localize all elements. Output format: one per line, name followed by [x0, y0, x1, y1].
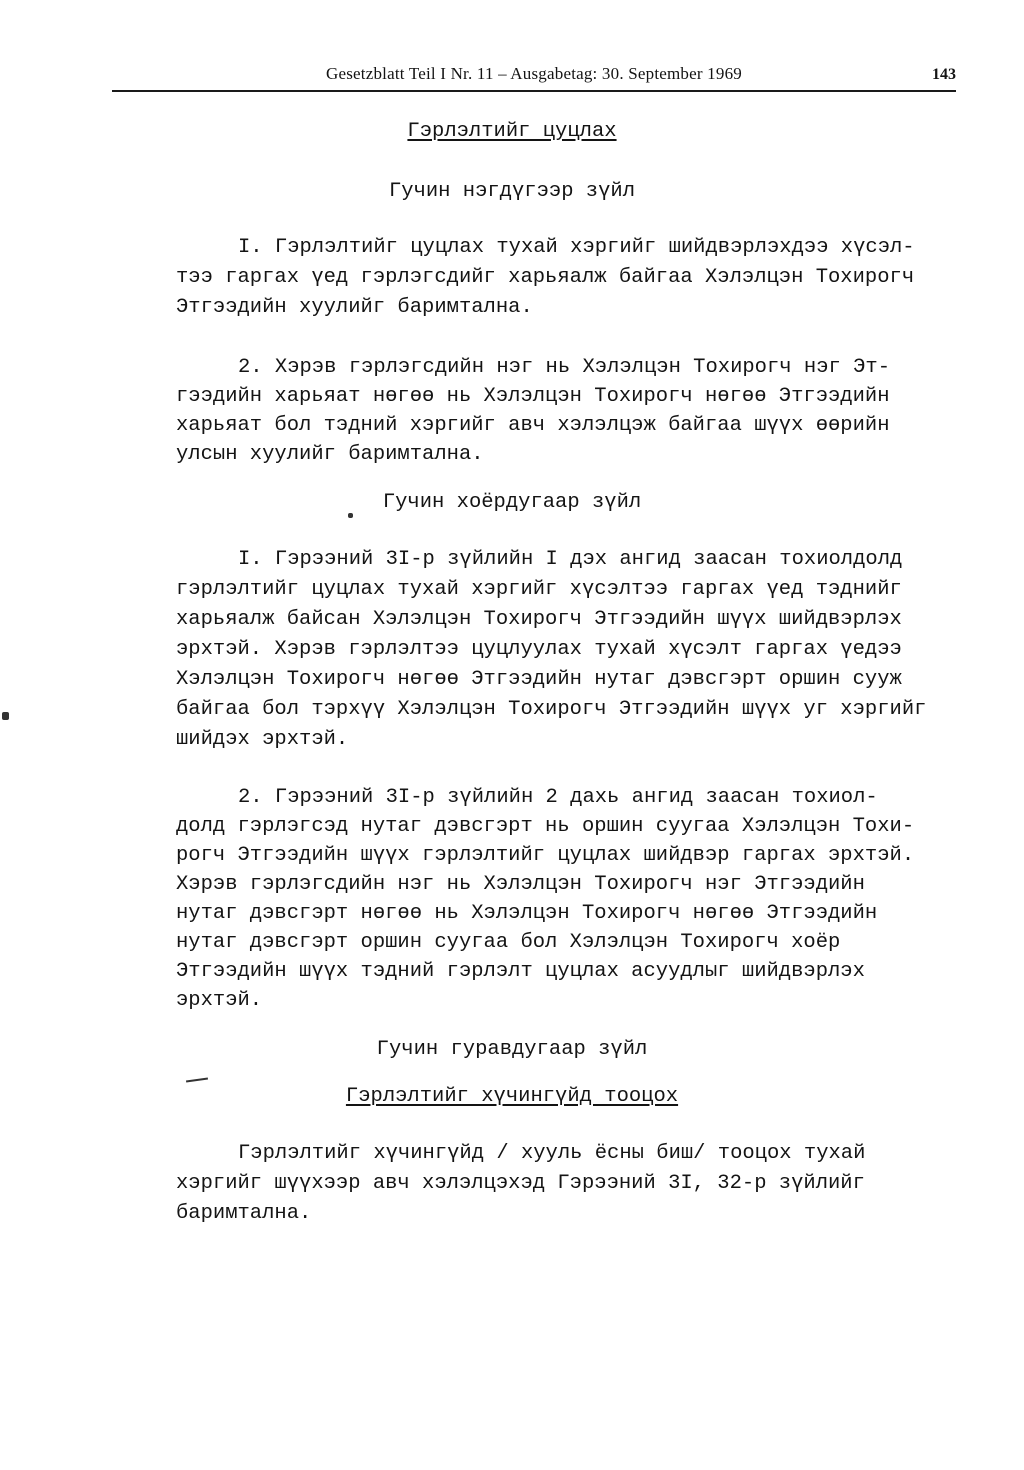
text-line: шийдэх эрхтэй.	[176, 728, 349, 751]
page-number: 143	[932, 66, 956, 83]
scan-speck	[2, 712, 9, 720]
section-heading-divorce: Гэрлэлтийг цуцлах	[407, 120, 617, 143]
text-line: гээдийн харьяат нөгөө нь Хэлэлцэн Тохирогч нөгөө Этгээдийн	[176, 385, 890, 408]
running-title: Gesetzblatt Teil I Nr. 11 – Ausgabetag: 30. September 1969	[326, 64, 742, 83]
text-line: Этгээдийн хуулийг баримтална.	[176, 296, 533, 319]
text-line: харьяалж байсан Хэлэлцэн Тохирогч Этгээдийн шүүх шийдвэрлэх	[176, 608, 902, 631]
article-heading-33: Гучин гуравдугаар зүйл	[376, 1038, 648, 1061]
page-header	[112, 60, 956, 92]
section-heading-annulment: Гэрлэлтийг хүчингүйд тооцох	[345, 1085, 679, 1108]
text-line: рогч Этгээдийн шүүх гэрлэлтийг цуцлах шийдвэр гаргах эрхтэй.	[176, 844, 915, 867]
text-line: I. Гэрлэлтийг цуцлах тухай хэргийг шийдвэрлэхдээ хүсэл-	[238, 236, 915, 259]
text-line: Хэлэлцэн Тохирогч нөгөө Этгээдийн нутаг дэвсгэрт оршин сууж	[176, 668, 902, 691]
text-line: Хэрэв гэрлэгсдийн нэг нь Хэлэлцэн Тохирогч нэг Этгээдийн	[176, 873, 865, 896]
text-line: байгаа бол тэрхүү Хэлэлцэн Тохирогч Этгээдийн шүүх уг хэргийг	[176, 698, 927, 721]
text-line: эрхтэй.	[176, 989, 263, 1012]
text-line: баримтална.	[176, 1202, 312, 1225]
text-line: эрхтэй. Хэрэв гэрлэлтээ цуцлуулах тухай хүсэлт гаргах үедээ	[176, 638, 902, 661]
text-line: 2. Хэрэв гэрлэгсдийн нэг нь Хэлэлцэн Тохирогч нэг Эт-	[238, 356, 891, 379]
text-line: Этгээдийн шүүх тэдний гэрлэлт цуцлах асуудлыг шийдвэрлэх	[176, 960, 865, 983]
scan-mark	[186, 1077, 208, 1082]
text-line: долд гэрлэгсэд нутаг дэвсгэрт нь оршин суугаа Хэлэлцэн Тохи-	[176, 815, 915, 838]
article-heading-32: Гучин хоёрдугаар зүйл	[382, 491, 642, 514]
text-line: хэргийг шүүхээр авч хэлэлцэхэд Гэрээний 3I, 32-р зүйлийг	[176, 1172, 865, 1195]
article-heading-31: Гучин нэгдүгээр зүйл	[388, 180, 636, 203]
text-line: 2. Гэрээний 3I-р зүйлийн 2 дахь ангид заасан тохиол-	[238, 786, 878, 809]
scan-speck	[348, 513, 353, 518]
text-line: I. Гэрээний 3I-р зүйлийн I дэх ангид заасан тохиолдолд	[238, 548, 903, 571]
text-line: Гэрлэлтийг хүчингүйд / хууль ёсны биш/ тооцох тухай	[238, 1142, 866, 1165]
text-line: нутаг дэвсгэрт нөгөө нь Хэлэлцэн Тохирогч нөгөө Этгээдийн	[176, 902, 878, 925]
text-line: харьяат бол тэдний хэргийг авч хэлэлцэж байгаа шүүх өөрийн	[176, 414, 890, 437]
text-line: гэрлэлтийг цуцлах тухай хэргийг хүсэлтээ гаргах үед тэднийг	[176, 578, 902, 601]
text-line: улсын хуулийг баримтална.	[176, 443, 484, 466]
text-line: тээ гаргах үед гэрлэгсдийг харьяалж байгаа Хэлэлцэн Тохирогч	[176, 266, 915, 289]
text-line: нутаг дэвсгэрт оршин суугаа бол Хэлэлцэн Тохирогч хоёр	[176, 931, 841, 954]
